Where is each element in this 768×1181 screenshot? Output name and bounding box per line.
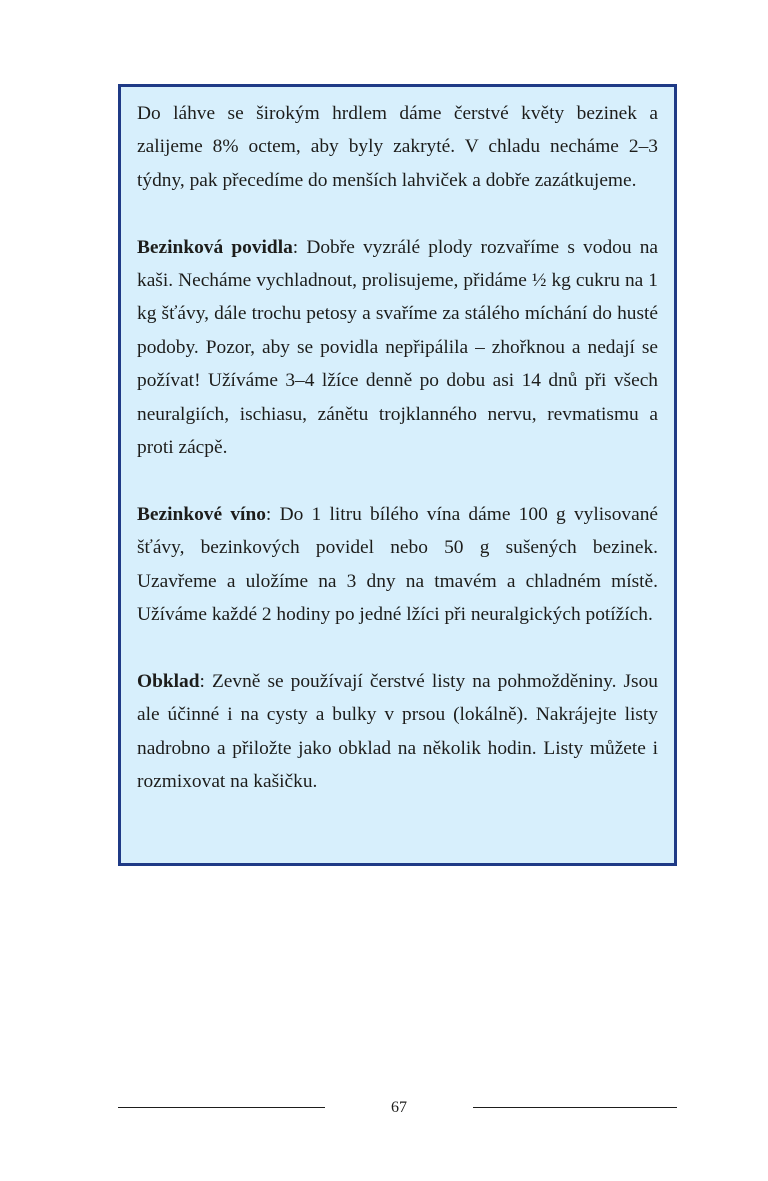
section-povidla xyxy=(137,231,658,465)
footer-rule-right xyxy=(473,1107,677,1108)
section-body-vino: : Do 1 litru bílého vína dáme 100 g vylisované šťávy, bezinkových povidel nebo 50 g sušených bezinek. Uzavřeme a uložíme na 3 dny na tmavém a chladném místě. Užíváme každé 2 hodiny po jedné lžíci při neuralgických potížích. xyxy=(137,503,658,626)
section-body-obklad: : Zevně se používají čerstvé listy na pohmožděniny. Jsou ale účinné i na cysty a bulky v prsou (lokálně). Nakrájejte listy nadrobno a přiložte jako obklad na několik hodin. Listy můžete i rozmixovat na kašičku. xyxy=(137,670,658,793)
section-obklad xyxy=(137,665,658,799)
page-number: 67 xyxy=(391,1099,407,1116)
section-body-povidla: : Dobře vyzrálé plody rozvaříme s vodou na kaši. Necháme vychladnout, prolisujeme, přidáme ½ kg cukru na 1 kg šťávy, dále trochu petosy a svaříme za stálého míchání do husté podoby. Pozor, aby se povidla nepřipálila – zhořknou a nedají se požívat! Užíváme 3–4 lžíce denně po dobu asi 14 dnů při všech neuralgiích, ischiasu, zánětu trojklanného nervu, revmatismu a proti zácpě. xyxy=(137,236,659,459)
section-heading-obklad: Obklad xyxy=(137,670,200,692)
section-heading-vino: Bezinkové víno xyxy=(137,503,266,525)
footer-rule-left xyxy=(118,1107,325,1108)
intro-paragraph: Do láhve se širokým hrdlem dáme čerstvé květy bezinek a zalijeme 8% octem, aby byly zakryté. V chladu necháme 2–3 týdny, pak přecedíme do menších lahviček a dobře zazátkujeme. xyxy=(137,103,658,191)
section-vino xyxy=(137,498,658,632)
section-heading-povidla: Bezinková povidla xyxy=(137,236,293,258)
page-footer xyxy=(0,1098,768,1118)
recipe-box xyxy=(118,84,677,866)
